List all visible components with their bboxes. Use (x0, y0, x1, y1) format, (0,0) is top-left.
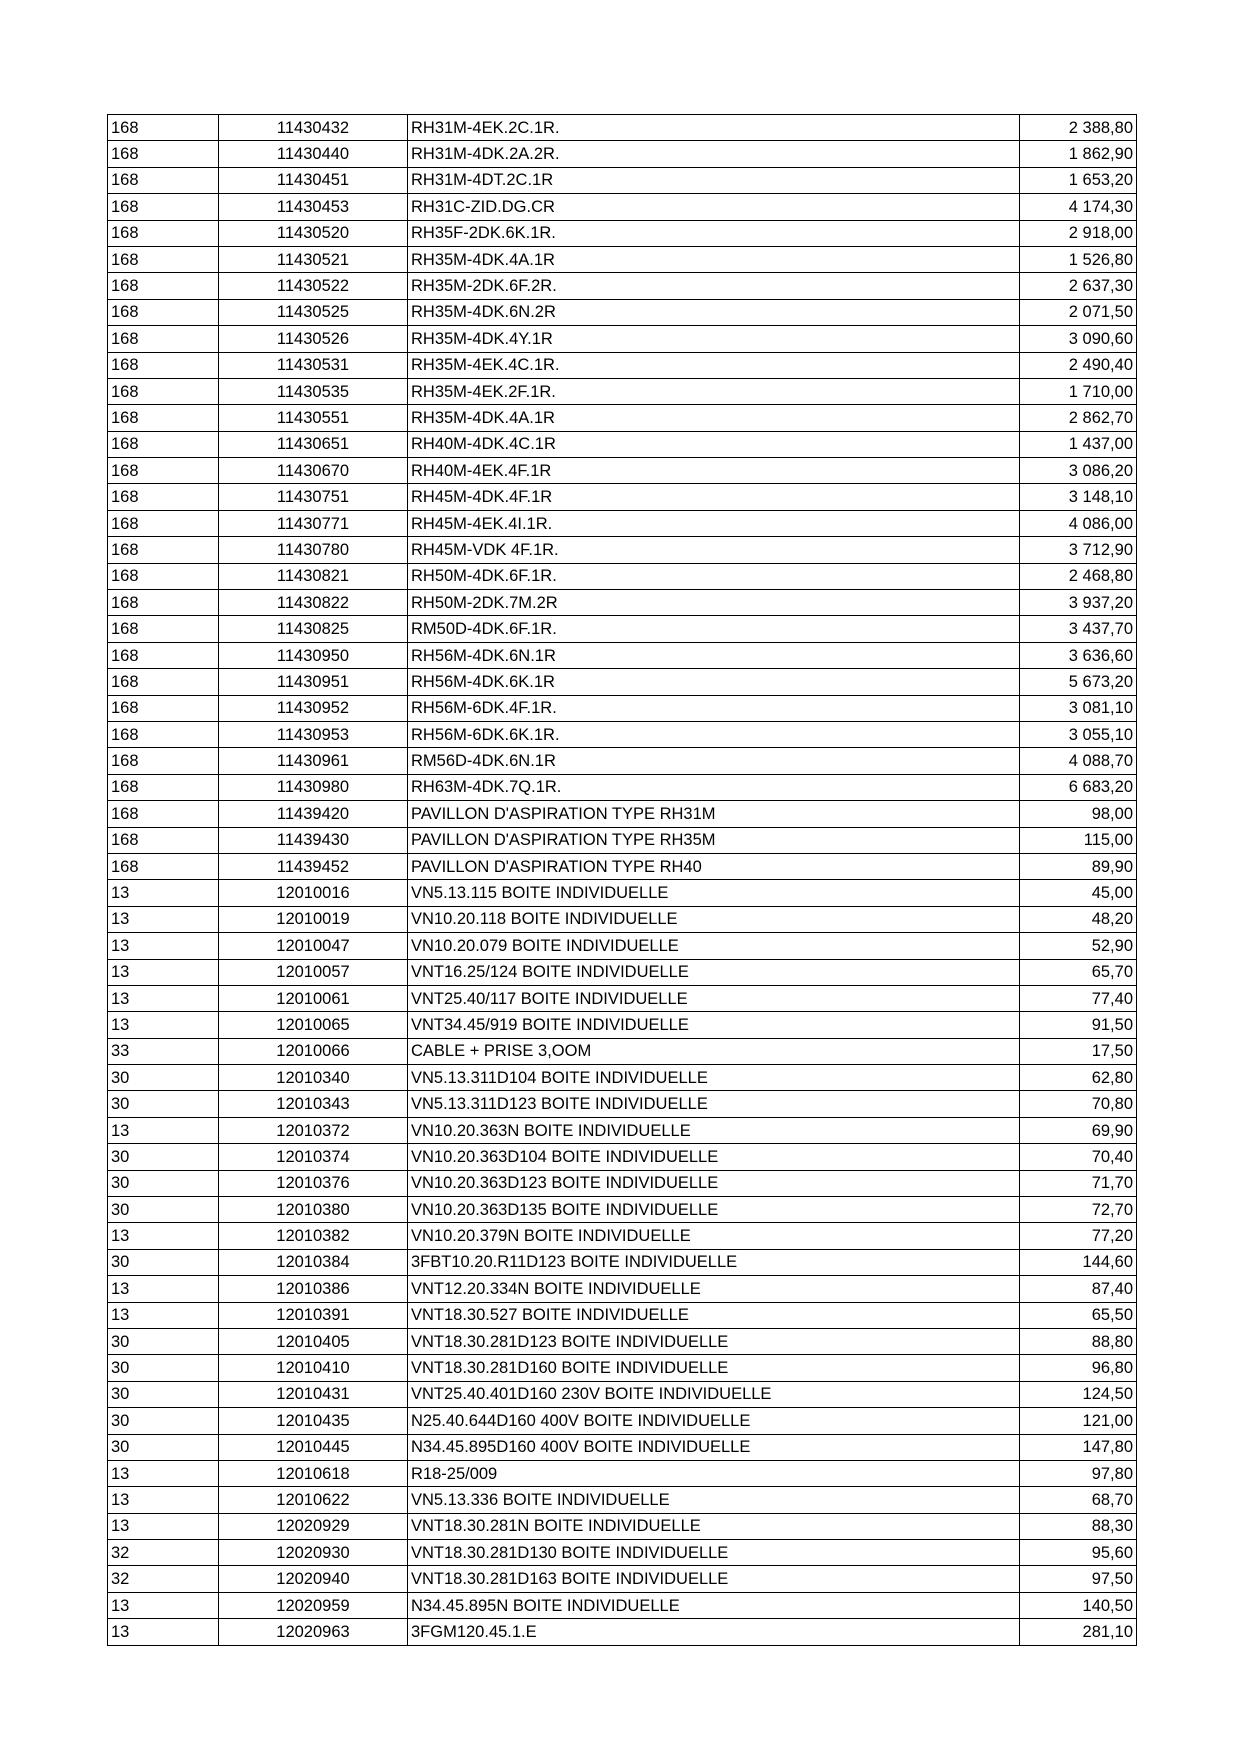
price-cell: 4 174,30 (1020, 194, 1137, 220)
table-row (108, 774, 1137, 800)
description-cell: PAVILLON D'ASPIRATION TYPE RH31M (408, 801, 1020, 827)
article-code-cell: 12010343 (219, 1091, 408, 1117)
description-cell: CABLE + PRISE 3,OOM (408, 1038, 1020, 1064)
article-code-cell: 12010047 (219, 933, 408, 959)
price-cell: 65,70 (1020, 959, 1137, 985)
group-cell: 13 (108, 933, 219, 959)
description-cell: VN10.20.363D123 BOITE INDIVIDUELLE (408, 1170, 1020, 1196)
article-code-cell: 11430950 (219, 642, 408, 668)
description-cell: RH31M-4EK.2C.1R. (408, 115, 1020, 141)
description-cell: VNT18.30.281D163 BOITE INDIVIDUELLE (408, 1566, 1020, 1592)
price-cell: 91,50 (1020, 1012, 1137, 1038)
description-cell: RH31C-ZID.DG.CR (408, 194, 1020, 220)
table-row (108, 115, 1137, 141)
article-code-cell: 11430952 (219, 695, 408, 721)
group-cell: 13 (108, 1012, 219, 1038)
article-code-cell: 11430451 (219, 167, 408, 193)
group-cell: 168 (108, 510, 219, 536)
article-code-cell: 11430453 (219, 194, 408, 220)
description-cell: VN5.13.336 BOITE INDIVIDUELLE (408, 1487, 1020, 1513)
article-code-cell: 11430520 (219, 220, 408, 246)
table-row (108, 801, 1137, 827)
group-cell: 168 (108, 616, 219, 642)
group-cell: 13 (108, 1513, 219, 1539)
description-cell: RH56M-6DK.4F.1R. (408, 695, 1020, 721)
table-row (108, 1170, 1137, 1196)
table-row (108, 1117, 1137, 1143)
price-cell: 3 090,60 (1020, 326, 1137, 352)
article-code-cell: 11430961 (219, 748, 408, 774)
table-row (108, 985, 1137, 1011)
description-cell: N34.45.895N BOITE INDIVIDUELLE (408, 1592, 1020, 1618)
description-cell: RM56D-4DK.6N.1R (408, 748, 1020, 774)
group-cell: 30 (108, 1197, 219, 1223)
group-cell: 30 (108, 1381, 219, 1407)
article-code-cell: 12020959 (219, 1592, 408, 1618)
description-cell: VN10.20.079 BOITE INDIVIDUELLE (408, 933, 1020, 959)
article-code-cell: 12010431 (219, 1381, 408, 1407)
description-cell: PAVILLON D'ASPIRATION TYPE RH35M (408, 827, 1020, 853)
table-row (108, 853, 1137, 879)
article-code-cell: 11430525 (219, 299, 408, 325)
price-cell: 4 086,00 (1020, 510, 1137, 536)
group-cell: 30 (108, 1091, 219, 1117)
table-row (108, 748, 1137, 774)
description-cell: VNT16.25/124 BOITE INDIVIDUELLE (408, 959, 1020, 985)
table-row (108, 933, 1137, 959)
description-cell: VNT18.30.281D123 BOITE INDIVIDUELLE (408, 1328, 1020, 1354)
article-code-cell: 12010445 (219, 1434, 408, 1460)
group-cell: 13 (108, 1619, 219, 1645)
group-cell: 168 (108, 299, 219, 325)
table-row (108, 299, 1137, 325)
article-code-cell: 11439452 (219, 853, 408, 879)
table-row (108, 405, 1137, 431)
table-row (108, 458, 1137, 484)
description-cell: VNT12.20.334N BOITE INDIVIDUELLE (408, 1276, 1020, 1302)
group-cell: 30 (108, 1170, 219, 1196)
table-row (108, 1355, 1137, 1381)
article-code-cell: 12010410 (219, 1355, 408, 1381)
article-code-cell: 12010374 (219, 1144, 408, 1170)
table-row (108, 1487, 1137, 1513)
table-row (108, 827, 1137, 853)
description-cell: RH31M-4DK.2A.2R. (408, 141, 1020, 167)
description-cell: 3FBT10.20.R11D123 BOITE INDIVIDUELLE (408, 1249, 1020, 1275)
price-cell: 3 712,90 (1020, 537, 1137, 563)
article-code-cell: 12010380 (219, 1197, 408, 1223)
group-cell: 13 (108, 1460, 219, 1486)
article-code-cell: 12020929 (219, 1513, 408, 1539)
table-row (108, 1197, 1137, 1223)
description-cell: VN10.20.118 BOITE INDIVIDUELLE (408, 906, 1020, 932)
price-cell: 2 490,40 (1020, 352, 1137, 378)
price-cell: 144,60 (1020, 1249, 1137, 1275)
description-cell: RH35M-4DK.4A.1R (408, 246, 1020, 272)
article-code-cell: 11439420 (219, 801, 408, 827)
price-cell: 2 468,80 (1020, 563, 1137, 589)
table-row (108, 1592, 1137, 1618)
article-code-cell: 12010016 (219, 880, 408, 906)
table-row (108, 721, 1137, 747)
article-code-cell: 11430980 (219, 774, 408, 800)
price-cell: 89,90 (1020, 853, 1137, 879)
price-cell: 71,70 (1020, 1170, 1137, 1196)
table-row (108, 537, 1137, 563)
group-cell: 13 (108, 880, 219, 906)
price-cell: 70,80 (1020, 1091, 1137, 1117)
group-cell: 13 (108, 985, 219, 1011)
group-cell: 13 (108, 1487, 219, 1513)
price-cell: 77,20 (1020, 1223, 1137, 1249)
article-code-cell: 12010386 (219, 1276, 408, 1302)
article-code-cell: 12010372 (219, 1117, 408, 1143)
description-cell: RH56M-6DK.6K.1R. (408, 721, 1020, 747)
group-cell: 168 (108, 405, 219, 431)
description-cell: VN5.13.311D123 BOITE INDIVIDUELLE (408, 1091, 1020, 1117)
group-cell: 168 (108, 378, 219, 404)
table-row (108, 1012, 1137, 1038)
description-cell: RH35M-4DK.4Y.1R (408, 326, 1020, 352)
price-cell: 3 055,10 (1020, 721, 1137, 747)
table-row (108, 1276, 1137, 1302)
price-list-table (107, 114, 1137, 1646)
group-cell: 168 (108, 326, 219, 352)
table-row (108, 695, 1137, 721)
group-cell: 33 (108, 1038, 219, 1064)
group-cell: 168 (108, 721, 219, 747)
article-code-cell: 11430825 (219, 616, 408, 642)
price-cell: 3 636,60 (1020, 642, 1137, 668)
description-cell: VN5.13.311D104 BOITE INDIVIDUELLE (408, 1065, 1020, 1091)
table-row (108, 1540, 1137, 1566)
price-cell: 97,80 (1020, 1460, 1137, 1486)
table-row (108, 1566, 1137, 1592)
price-cell: 6 683,20 (1020, 774, 1137, 800)
description-cell: VNT34.45/919 BOITE INDIVIDUELLE (408, 1012, 1020, 1038)
group-cell: 168 (108, 431, 219, 457)
description-cell: RH50M-4DK.6F.1R. (408, 563, 1020, 589)
group-cell: 13 (108, 906, 219, 932)
group-cell: 168 (108, 827, 219, 853)
table-row (108, 1434, 1137, 1460)
article-code-cell: 11430951 (219, 669, 408, 695)
price-cell: 281,10 (1020, 1619, 1137, 1645)
price-cell: 70,40 (1020, 1144, 1137, 1170)
table-row (108, 880, 1137, 906)
price-cell: 3 937,20 (1020, 590, 1137, 616)
description-cell: RH35M-4EK.4C.1R. (408, 352, 1020, 378)
price-cell: 124,50 (1020, 1381, 1137, 1407)
price-cell: 88,80 (1020, 1328, 1137, 1354)
group-cell: 13 (108, 959, 219, 985)
price-cell: 65,50 (1020, 1302, 1137, 1328)
article-code-cell: 12020963 (219, 1619, 408, 1645)
table-row (108, 1223, 1137, 1249)
article-code-cell: 12010340 (219, 1065, 408, 1091)
group-cell: 30 (108, 1434, 219, 1460)
group-cell: 168 (108, 115, 219, 141)
article-code-cell: 11430531 (219, 352, 408, 378)
group-cell: 168 (108, 194, 219, 220)
description-cell: N25.40.644D160 400V BOITE INDIVIDUELLE (408, 1408, 1020, 1434)
description-cell: RH56M-4DK.6N.1R (408, 642, 1020, 668)
price-cell: 3 437,70 (1020, 616, 1137, 642)
price-list-body (108, 115, 1137, 1646)
group-cell: 30 (108, 1355, 219, 1381)
price-cell: 98,00 (1020, 801, 1137, 827)
description-cell: RH63M-4DK.7Q.1R. (408, 774, 1020, 800)
price-cell: 17,50 (1020, 1038, 1137, 1064)
group-cell: 168 (108, 141, 219, 167)
description-cell: RH40M-4EK.4F.1R (408, 458, 1020, 484)
article-code-cell: 12010405 (219, 1328, 408, 1354)
price-cell: 3 148,10 (1020, 484, 1137, 510)
description-cell: VNT25.40/117 BOITE INDIVIDUELLE (408, 985, 1020, 1011)
price-cell: 1 862,90 (1020, 141, 1137, 167)
article-code-cell: 11430822 (219, 590, 408, 616)
description-cell: RH35F-2DK.6K.1R. (408, 220, 1020, 246)
description-cell: PAVILLON D'ASPIRATION TYPE RH40 (408, 853, 1020, 879)
group-cell: 168 (108, 273, 219, 299)
article-code-cell: 11430522 (219, 273, 408, 299)
description-cell: VNT18.30.281N BOITE INDIVIDUELLE (408, 1513, 1020, 1539)
table-row (108, 1065, 1137, 1091)
description-cell: RH35M-2DK.6F.2R. (408, 273, 1020, 299)
group-cell: 168 (108, 669, 219, 695)
group-cell: 32 (108, 1566, 219, 1592)
price-cell: 147,80 (1020, 1434, 1137, 1460)
price-cell: 2 388,80 (1020, 115, 1137, 141)
article-code-cell: 11430535 (219, 378, 408, 404)
article-code-cell: 11430521 (219, 246, 408, 272)
price-cell: 3 086,20 (1020, 458, 1137, 484)
article-code-cell: 12010019 (219, 906, 408, 932)
table-row (108, 273, 1137, 299)
price-cell: 3 081,10 (1020, 695, 1137, 721)
article-code-cell: 12010391 (219, 1302, 408, 1328)
price-cell: 69,90 (1020, 1117, 1137, 1143)
table-row (108, 1249, 1137, 1275)
table-row (108, 378, 1137, 404)
article-code-cell: 12010384 (219, 1249, 408, 1275)
description-cell: VNT18.30.527 BOITE INDIVIDUELLE (408, 1302, 1020, 1328)
article-code-cell: 12010061 (219, 985, 408, 1011)
group-cell: 168 (108, 748, 219, 774)
price-cell: 95,60 (1020, 1540, 1137, 1566)
table-row (108, 1144, 1137, 1170)
table-row (108, 1513, 1137, 1539)
article-code-cell: 11430440 (219, 141, 408, 167)
group-cell: 168 (108, 563, 219, 589)
price-cell: 121,00 (1020, 1408, 1137, 1434)
table-row (108, 906, 1137, 932)
table-row (108, 484, 1137, 510)
price-cell: 2 071,50 (1020, 299, 1137, 325)
description-cell: VN5.13.115 BOITE INDIVIDUELLE (408, 880, 1020, 906)
table-row (108, 220, 1137, 246)
table-row (108, 563, 1137, 589)
group-cell: 168 (108, 774, 219, 800)
group-cell: 30 (108, 1065, 219, 1091)
group-cell: 168 (108, 801, 219, 827)
article-code-cell: 11430771 (219, 510, 408, 536)
article-code-cell: 12010618 (219, 1460, 408, 1486)
group-cell: 168 (108, 642, 219, 668)
price-cell: 2 637,30 (1020, 273, 1137, 299)
article-code-cell: 11430953 (219, 721, 408, 747)
article-code-cell: 11430551 (219, 405, 408, 431)
table-row (108, 616, 1137, 642)
description-cell: VN10.20.379N BOITE INDIVIDUELLE (408, 1223, 1020, 1249)
price-cell: 96,80 (1020, 1355, 1137, 1381)
group-cell: 13 (108, 1302, 219, 1328)
article-code-cell: 12010622 (219, 1487, 408, 1513)
table-row (108, 1381, 1137, 1407)
article-code-cell: 11430821 (219, 563, 408, 589)
table-row (108, 1460, 1137, 1486)
description-cell: RH50M-2DK.7M.2R (408, 590, 1020, 616)
price-cell: 72,70 (1020, 1197, 1137, 1223)
table-row (108, 141, 1137, 167)
table-row (108, 1619, 1137, 1645)
description-cell: VN10.20.363D104 BOITE INDIVIDUELLE (408, 1144, 1020, 1170)
price-cell: 1 437,00 (1020, 431, 1137, 457)
price-cell: 87,40 (1020, 1276, 1137, 1302)
price-cell: 2 918,00 (1020, 220, 1137, 246)
table-row (108, 1328, 1137, 1354)
table-row (108, 194, 1137, 220)
group-cell: 32 (108, 1540, 219, 1566)
description-cell: RH40M-4DK.4C.1R (408, 431, 1020, 457)
group-cell: 30 (108, 1249, 219, 1275)
group-cell: 168 (108, 458, 219, 484)
article-code-cell: 12010382 (219, 1223, 408, 1249)
group-cell: 168 (108, 352, 219, 378)
description-cell: VNT18.30.281D160 BOITE INDIVIDUELLE (408, 1355, 1020, 1381)
description-cell: VNT18.30.281D130 BOITE INDIVIDUELLE (408, 1540, 1020, 1566)
table-row (108, 326, 1137, 352)
table-row (108, 510, 1137, 536)
price-cell: 1 710,00 (1020, 378, 1137, 404)
price-cell: 5 673,20 (1020, 669, 1137, 695)
table-row (108, 1302, 1137, 1328)
table-row (108, 1091, 1137, 1117)
description-cell: RH35M-4DK.6N.2R (408, 299, 1020, 325)
description-cell: RH56M-4DK.6K.1R (408, 669, 1020, 695)
description-cell: N34.45.895D160 400V BOITE INDIVIDUELLE (408, 1434, 1020, 1460)
price-cell: 68,70 (1020, 1487, 1137, 1513)
group-cell: 30 (108, 1408, 219, 1434)
article-code-cell: 12010065 (219, 1012, 408, 1038)
description-cell: RH35M-4EK.2F.1R. (408, 378, 1020, 404)
table-row (108, 1408, 1137, 1434)
description-cell: RH45M-VDK 4F.1R. (408, 537, 1020, 563)
group-cell: 13 (108, 1276, 219, 1302)
table-row (108, 642, 1137, 668)
article-code-cell: 11430751 (219, 484, 408, 510)
table-row (108, 167, 1137, 193)
article-code-cell: 12010376 (219, 1170, 408, 1196)
article-code-cell: 12010066 (219, 1038, 408, 1064)
description-cell: RH45M-4EK.4I.1R. (408, 510, 1020, 536)
group-cell: 30 (108, 1328, 219, 1354)
article-code-cell: 11439430 (219, 827, 408, 853)
description-cell: RM50D-4DK.6F.1R. (408, 616, 1020, 642)
article-code-cell: 11430780 (219, 537, 408, 563)
price-cell: 45,00 (1020, 880, 1137, 906)
group-cell: 168 (108, 484, 219, 510)
group-cell: 168 (108, 853, 219, 879)
article-code-cell: 12010057 (219, 959, 408, 985)
description-cell: VN10.20.363D135 BOITE INDIVIDUELLE (408, 1197, 1020, 1223)
description-cell: RH35M-4DK.4A.1R (408, 405, 1020, 431)
group-cell: 168 (108, 590, 219, 616)
price-cell: 77,40 (1020, 985, 1137, 1011)
table-row (108, 959, 1137, 985)
article-code-cell: 12020940 (219, 1566, 408, 1592)
table-row (108, 1038, 1137, 1064)
description-cell: VNT25.40.401D160 230V BOITE INDIVIDUELLE (408, 1381, 1020, 1407)
price-cell: 52,90 (1020, 933, 1137, 959)
group-cell: 30 (108, 1144, 219, 1170)
price-cell: 1 526,80 (1020, 246, 1137, 272)
group-cell: 13 (108, 1223, 219, 1249)
price-cell: 88,30 (1020, 1513, 1137, 1539)
price-cell: 97,50 (1020, 1566, 1137, 1592)
group-cell: 168 (108, 167, 219, 193)
price-cell: 4 088,70 (1020, 748, 1137, 774)
price-cell: 62,80 (1020, 1065, 1137, 1091)
description-cell: RH31M-4DT.2C.1R (408, 167, 1020, 193)
price-cell: 115,00 (1020, 827, 1137, 853)
article-code-cell: 12020930 (219, 1540, 408, 1566)
group-cell: 168 (108, 220, 219, 246)
price-cell: 1 653,20 (1020, 167, 1137, 193)
table-row (108, 669, 1137, 695)
table-row (108, 590, 1137, 616)
description-cell: R18-25/009 (408, 1460, 1020, 1486)
description-cell: RH45M-4DK.4F.1R (408, 484, 1020, 510)
description-cell: VN10.20.363N BOITE INDIVIDUELLE (408, 1117, 1020, 1143)
article-code-cell: 12010435 (219, 1408, 408, 1434)
table-row (108, 352, 1137, 378)
article-code-cell: 11430432 (219, 115, 408, 141)
price-cell: 140,50 (1020, 1592, 1137, 1618)
price-cell: 48,20 (1020, 906, 1137, 932)
group-cell: 13 (108, 1117, 219, 1143)
article-code-cell: 11430526 (219, 326, 408, 352)
group-cell: 13 (108, 1592, 219, 1618)
article-code-cell: 11430670 (219, 458, 408, 484)
group-cell: 168 (108, 537, 219, 563)
article-code-cell: 11430651 (219, 431, 408, 457)
group-cell: 168 (108, 695, 219, 721)
table-row (108, 431, 1137, 457)
group-cell: 168 (108, 246, 219, 272)
table-row (108, 246, 1137, 272)
description-cell: 3FGM120.45.1.E (408, 1619, 1020, 1645)
price-cell: 2 862,70 (1020, 405, 1137, 431)
